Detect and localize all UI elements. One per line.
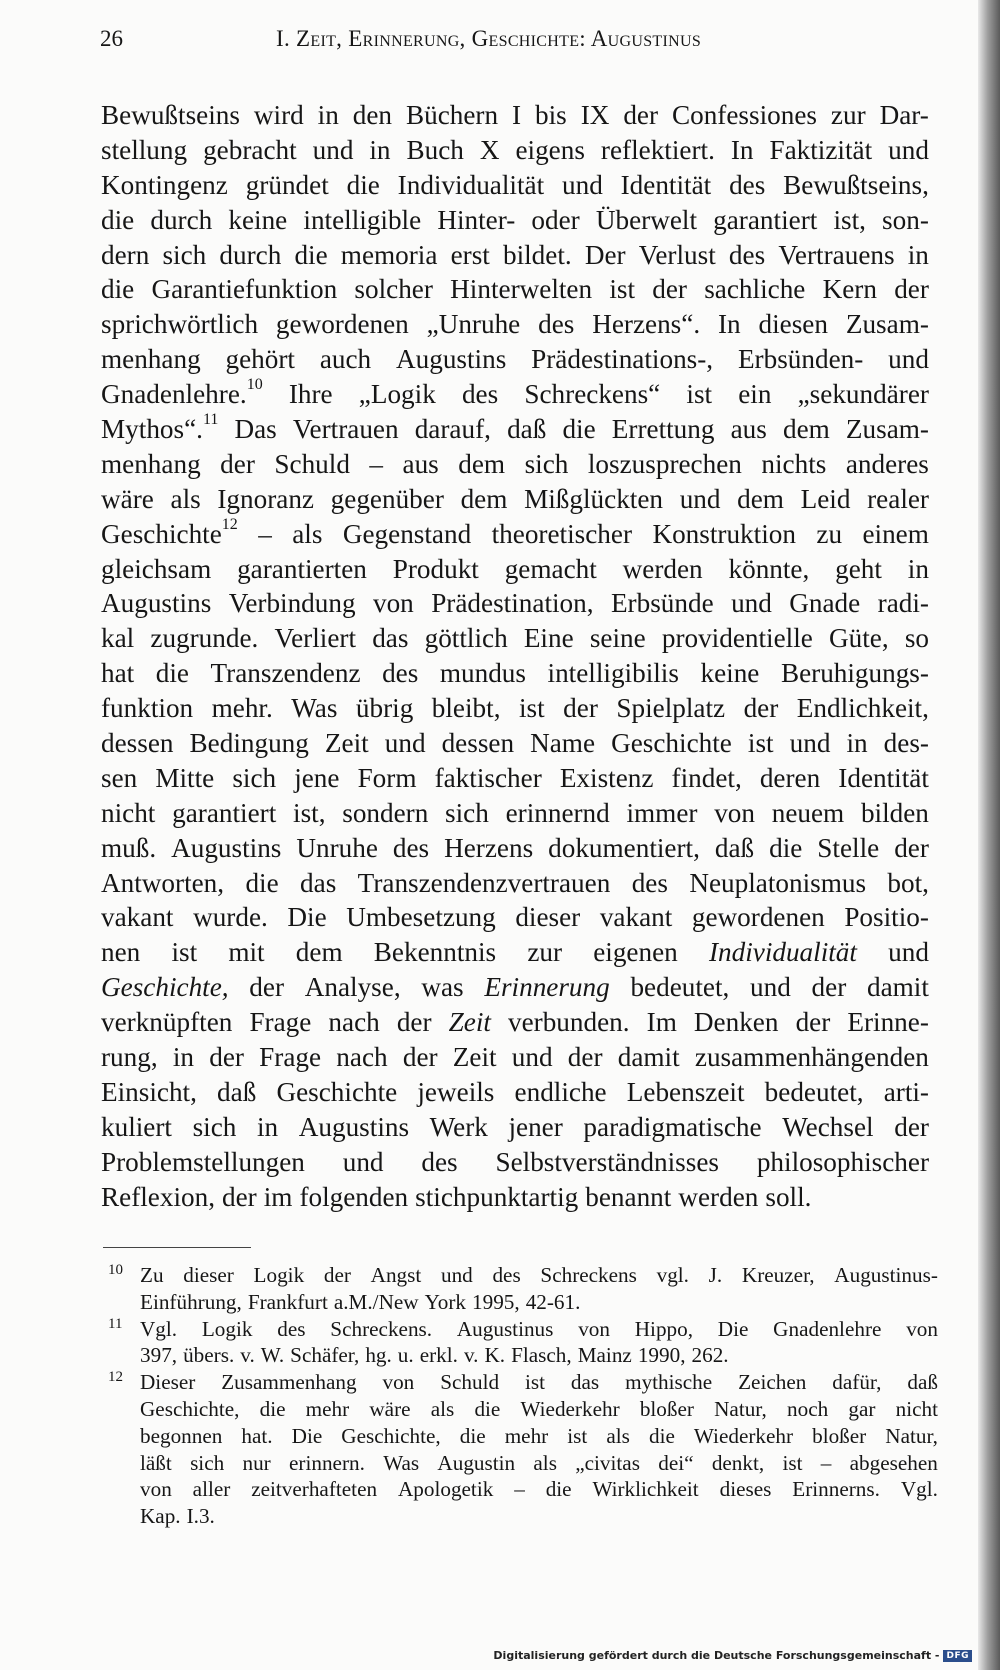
footnote-number: 12 — [108, 1369, 123, 1386]
footnote-line: 11 Vgl. Logik des Schreckens. Augustinus von Hippo, Die Gnadenlehre von — [108, 1316, 938, 1343]
text-line: rung, in der Frage nach der Zeit und der damit zusammenhängenden — [101, 1042, 929, 1073]
running-head — [100, 26, 800, 60]
text-line: funktion mehr. Was übrig bleibt, ist der Spielplatz der Endlichkeit, — [101, 693, 929, 724]
footnote-ref: 11 — [202, 410, 219, 428]
text-line: sen Mitte sich jene Form faktischer Existenz findet, deren Identität — [101, 762, 929, 793]
text-line: Geschichte, der Analyse, was Erinnerung bedeutet, und der damit — [101, 972, 929, 1003]
page-number: 26 — [100, 26, 123, 51]
text-line: Einsicht, daß Geschichte jeweils endliche Lebenszeit bedeutet, arti- — [101, 1076, 929, 1107]
footnote-line: Kap. I.3. — [140, 1504, 215, 1529]
text-line: wäre als Ignoranz gegenüber dem Mißglückten und dem Leid realer — [101, 483, 929, 514]
text-line: Mythos“.$^{11}$ Das Vertrauen darauf, daß die Errettung aus dem Zusam- — [101, 410, 929, 445]
text-line: Bewußtseins wird in den Büchern I bis IX der Confessiones zur Dar- — [101, 100, 929, 130]
dfg-logo: DFG — [943, 1650, 972, 1662]
text-line: Geschichte$^{12}$ – als Gegenstand theoretischer Konstruktion zu einem — [101, 515, 929, 549]
text-line: Problemstellungen und des Selbstverständnisses philosophischer — [101, 1146, 929, 1177]
text-line: muß. Augustins Unruhe des Herzens dokumentiert, daß die Stelle der — [101, 832, 929, 863]
text-line: kuliert sich in Augustins Werk jener paradigmatische Wechsel der — [101, 1111, 929, 1142]
text-line: die durch keine intelligible Hinter- oder Überwelt garantiert ist, son- — [101, 204, 929, 235]
text-line: sprichwörtlich gewordenen „Unruhe des Herzens“. In diesen Zusam- — [101, 309, 929, 340]
footnote-line: Einführung, Frankfurt a.M./New York 1995, 42-61. — [140, 1289, 581, 1314]
footnote-10 — [108, 1262, 938, 1316]
footnote-number: 11 — [108, 1315, 123, 1332]
footnote-12 — [108, 1369, 938, 1530]
text-line: Antworten, die das Transzendenzvertrauen des Neuplatonismus bot, — [101, 867, 929, 898]
footnote-separator — [103, 1247, 251, 1248]
footnote-ref: 12 — [221, 515, 238, 533]
text-line: stellung gebracht und in Buch X eigens reflektiert. In Faktizität und — [101, 134, 929, 165]
footnote-line: 12 Dieser Zusammenhang von Schuld ist das mythische Zeichen dafür, daß — [108, 1369, 938, 1396]
text-line: hat die Transzendenz des mundus intelligibilis keine Beruhigungs- — [101, 658, 929, 689]
text-line: nicht garantiert ist, sondern sich erinnernd immer von neuem bilden — [101, 797, 929, 828]
footnote-ref: 10 — [246, 376, 263, 394]
body-text — [101, 98, 929, 1215]
chapter-title: I. Zeit, Erinnerung, Geschichte: Augustinus — [276, 26, 702, 51]
footnote-number: 10 — [108, 1262, 123, 1278]
page-edge-shadow — [978, 0, 1000, 1670]
footnote-line: begonnen hat. Die Geschichte, die mehr ist als die Wiederkehr bloßer Natur, — [140, 1423, 938, 1448]
footnote-line: Geschichte, die mehr wäre als die Wiederkehr bloßer Natur, noch gar nicht — [140, 1396, 938, 1421]
text-line: verknüpften Frage nach der Zeit verbunden. Im Denken der Erinne- — [101, 1007, 929, 1038]
footnote-line: 10 Zu dieser Logik der Angst und des Schreckens vgl. J. Kreuzer, Augustinus- — [108, 1262, 938, 1289]
footnote-line: läßt sich nur erinnern. Was Augustin als „civitas dei“ denkt, ist – abgesehen — [140, 1450, 938, 1475]
digitization-credit — [493, 1649, 972, 1662]
text-line: Kontingenz gründet die Individualität und Identität des Bewußtseins, — [101, 169, 929, 200]
footnote-line: von aller zeitverhafteten Apologetik – die Wirklichkeit dieses Erinnerns. Vgl. — [140, 1477, 938, 1502]
credit-text: Digitalisierung gefördert durch die Deutsche Forschungsgemeinschaft - — [493, 1649, 940, 1662]
text-line: Augustins Verbindung von Prädestination, Erbsünde und Gnade radi- — [101, 588, 929, 619]
text-line: Reflexion, der im folgenden stichpunktartig benannt werden soll. — [101, 1181, 812, 1212]
footnote-line: 397, übers. v. W. Schäfer, hg. u. erkl. v. K. Flasch, Mainz 1990, 262. — [140, 1343, 729, 1368]
text-line: vakant wurde. Die Umbesetzung dieser vakant gewordenen Positio- — [101, 902, 929, 933]
text-line: dessen Bedingung Zeit und dessen Name Geschichte ist und in des- — [101, 728, 929, 759]
footnote-11 — [108, 1316, 938, 1370]
text-line: gleichsam garantierten Produkt gemacht werden könnte, geht in — [101, 553, 929, 584]
text-line: Gnadenlehre.$^{10}$ Ihre „Logik des Schreckens“ ist ein „sekundärer — [101, 376, 929, 410]
text-line: kal zugrunde. Verliert das göttlich Eine seine providentielle Güte, so — [101, 623, 929, 654]
text-line: menhang gehört auch Augustins Prädestinations-, Erbsünden- und — [101, 344, 929, 375]
text-line: nen ist mit dem Bekenntnis zur eigenen Individualität und — [101, 937, 929, 968]
text-line: die Garantiefunktion solcher Hinterwelten ist der sachliche Kern der — [101, 274, 929, 305]
text-line: menhang der Schuld – aus dem sich loszusprechen nichts anderes — [101, 448, 929, 479]
footnotes — [108, 1262, 938, 1530]
text-line: dern sich durch die memoria erst bildet. Der Verlust des Vertrauens in — [101, 239, 929, 270]
